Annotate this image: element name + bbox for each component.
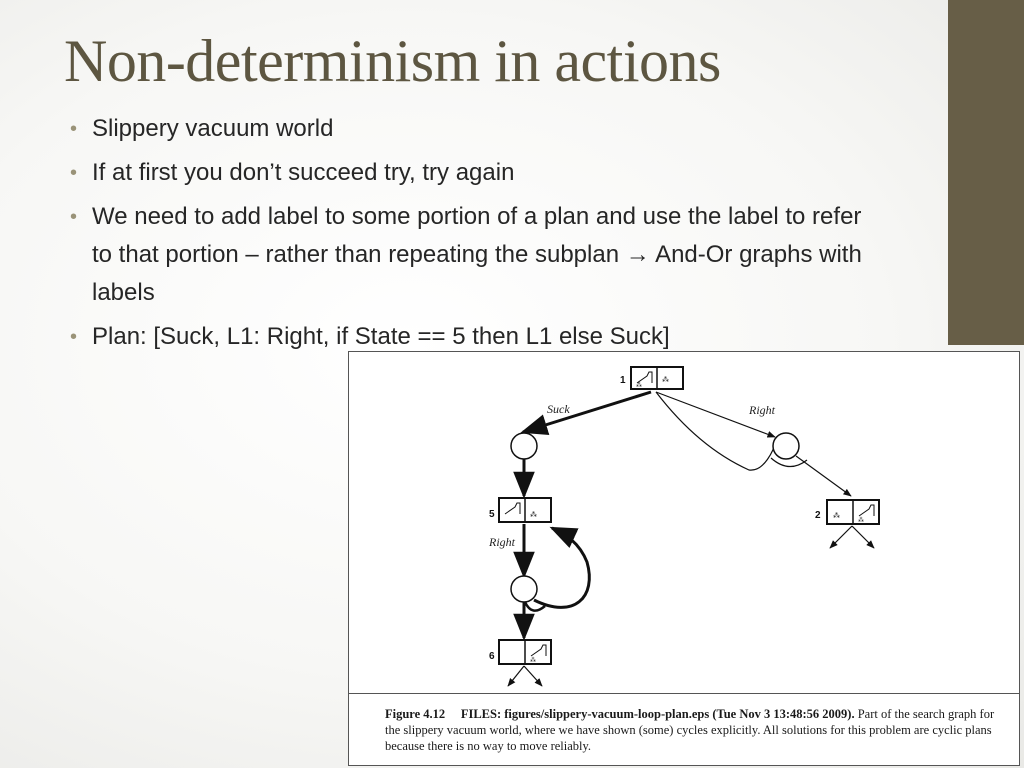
state-number: 5 xyxy=(489,509,495,520)
right-label: Right xyxy=(749,403,775,417)
bullet-text: If at first you don’t succeed try, try again xyxy=(92,159,515,186)
bullet-dot: • xyxy=(70,118,78,140)
state-number: 2 xyxy=(815,510,821,521)
bullet-item xyxy=(70,154,870,192)
outcome-edge xyxy=(796,456,851,496)
caption-text: Part of the search graph for the slippery vacuum world, where we have shown (some) cycles explicitly. All solutions for this problem are cyclic plans because there is no way to move reliably. xyxy=(385,707,995,753)
right-arrow-icon: → xyxy=(625,241,650,268)
bullet-item xyxy=(70,110,870,148)
outcome-edge xyxy=(830,526,852,548)
dirt-icon: ⁂ xyxy=(662,377,669,384)
bullet-text: Plan: [Suck, L1: Right, if State == 5 then L1 else Suck] xyxy=(92,323,670,350)
action-node-right xyxy=(773,433,799,459)
outcome-edge xyxy=(852,526,874,548)
bullet-dot: • xyxy=(70,162,78,184)
action-node-right-loop xyxy=(511,576,537,602)
state-number: 1 xyxy=(620,375,626,386)
decorative-side-bar xyxy=(948,0,1024,345)
and-or-graph-figure xyxy=(348,351,1020,766)
state-node-2 xyxy=(815,500,879,524)
caption-figure-label: Figure 4.12 xyxy=(385,707,446,721)
outcome-edge xyxy=(508,666,524,686)
bullet-dot: • xyxy=(70,206,78,228)
state-node-5 xyxy=(489,498,551,522)
dirt-icon: ⁂ xyxy=(858,518,864,524)
figure-caption xyxy=(349,693,1019,765)
bullet-dot: • xyxy=(70,326,78,348)
bullet-text: Slippery vacuum world xyxy=(92,115,334,142)
dirt-icon: ⁂ xyxy=(530,512,537,519)
and-or-graph xyxy=(349,352,1019,692)
outcome-edge xyxy=(524,666,542,686)
action-node-suck xyxy=(511,433,537,459)
dirt-icon: ⁂ xyxy=(636,383,642,389)
bullet-text: We need to add label to some portion of a plan and use the label to refer to that portion – rather than repeating the subplan xyxy=(92,203,862,268)
suck-label: Suck xyxy=(547,402,570,416)
state-number: 6 xyxy=(489,651,495,662)
right-label: Right xyxy=(489,535,515,549)
dirt-icon: ⁂ xyxy=(833,513,840,520)
state-node-1 xyxy=(620,367,683,389)
slide-title: Non-determinism in actions xyxy=(64,28,721,94)
loop-back-edge xyxy=(534,528,589,607)
dirt-icon: ⁂ xyxy=(530,658,536,664)
state-node-6 xyxy=(489,640,551,664)
bullet-text: And-Or graphs with labels xyxy=(92,241,862,306)
caption-files: FILES: figures/slippery-vacuum-loop-plan.eps (Tue Nov 3 13:48:56 2009). xyxy=(460,707,855,721)
bullet-item xyxy=(70,198,870,312)
bullet-list xyxy=(70,110,870,362)
suck-edge xyxy=(523,392,651,432)
